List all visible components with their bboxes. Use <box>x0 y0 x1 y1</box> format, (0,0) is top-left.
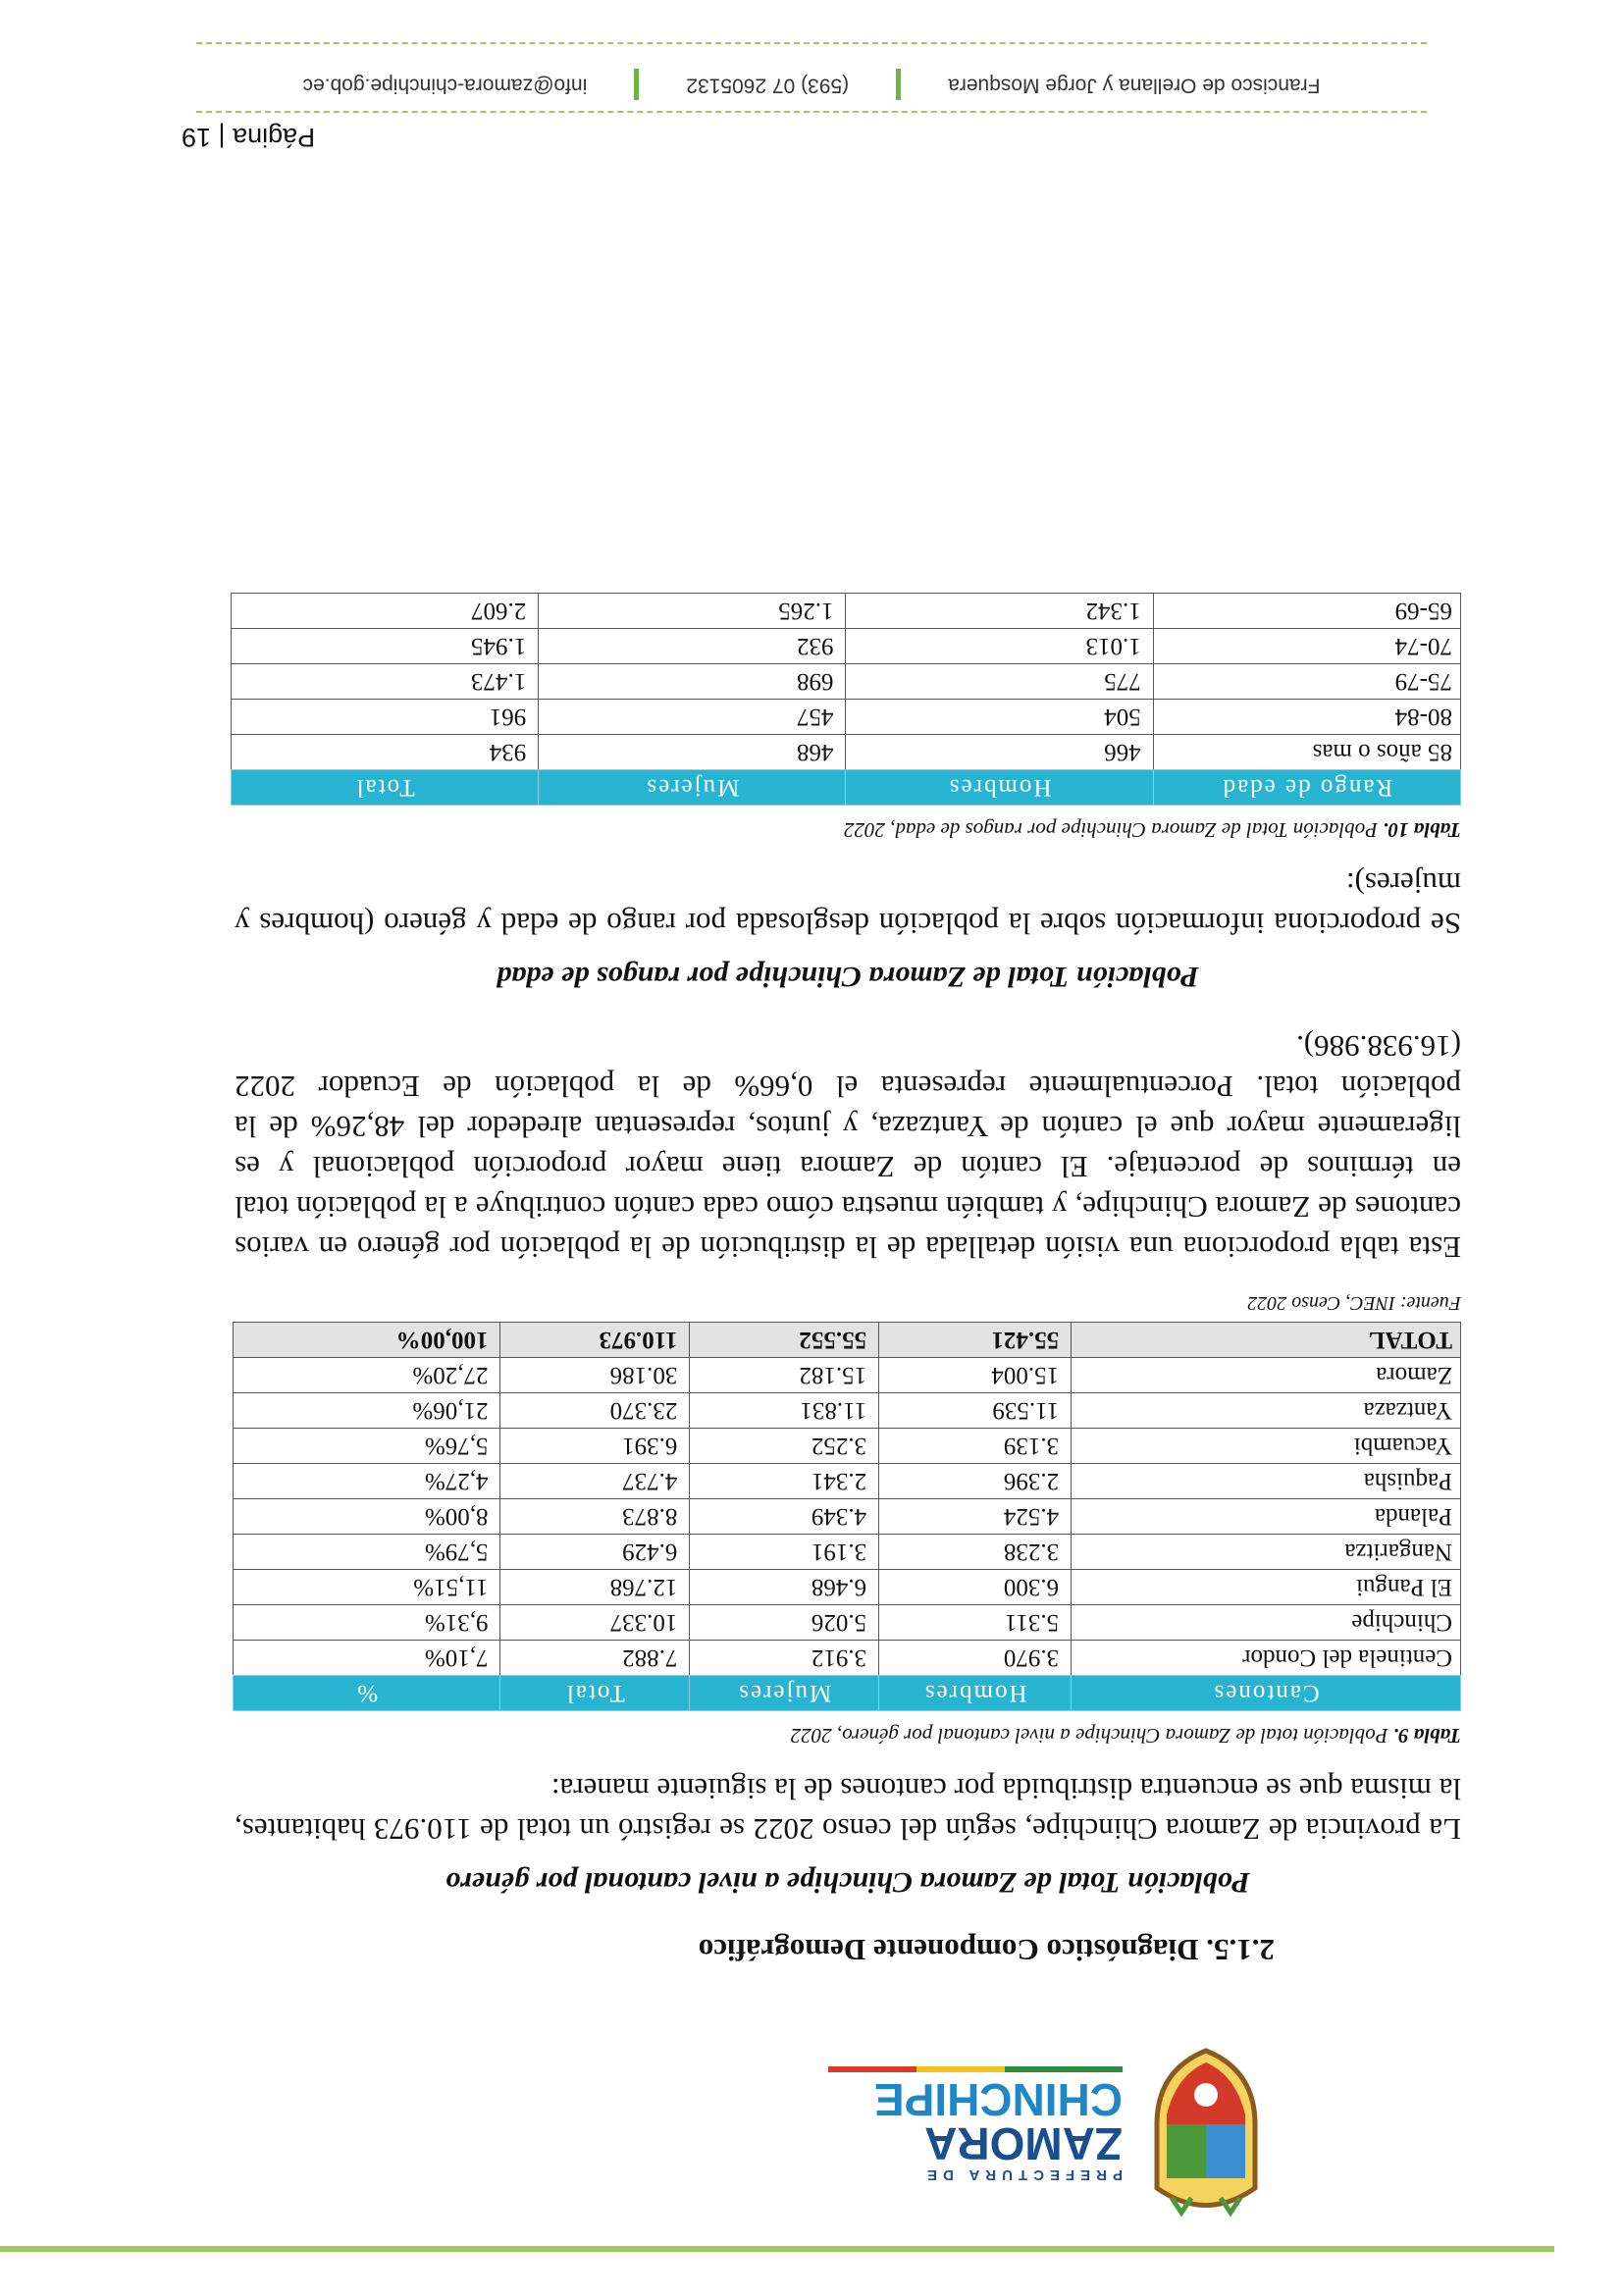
value-cell: 8.873 <box>500 1499 690 1535</box>
value-cell: 5,79% <box>234 1535 500 1570</box>
value-cell: 961 <box>232 700 539 735</box>
crest-logo <box>1137 2046 1275 2218</box>
value-cell: 55.421 <box>879 1323 1072 1358</box>
table-row <box>234 1641 1461 1676</box>
value-cell: 932 <box>539 629 846 664</box>
section-title: 2.1.5. Diagnóstico Componente Demográfico <box>698 1933 1275 1967</box>
table-row <box>232 735 1461 770</box>
table-row <box>234 1535 1461 1570</box>
paragraph-analysis: Esta tabla proporciona una visión detallada de la distribución de la población por género en varios cantones de Zamora Chinchipe, y también muestra cómo cada cantón contribuye a la población total en términos de porcentaje. El cantón de Zamora tiene mayor proporción poblacional y es ligeramente mayor que el cantón de Yantzaza, y juntos, representan alrededor del 48,26% de la población total. Porcentualmente representa el 0,66% de la población de Ecuador 2022 (16.938.986). <box>235 1029 1461 1265</box>
table9-caption <box>235 1723 1461 1748</box>
value-cell: 3.970 <box>879 1641 1072 1676</box>
table-row <box>232 594 1461 629</box>
value-cell: 7.882 <box>500 1641 690 1676</box>
table-row <box>234 1323 1461 1358</box>
value-cell: 21,06% <box>234 1393 500 1429</box>
value-cell: 55.552 <box>690 1323 879 1358</box>
table-row <box>234 1570 1461 1605</box>
value-cell: 3.191 <box>690 1535 879 1570</box>
table10-caption <box>235 817 1461 842</box>
brand-color-bar <box>828 2066 1123 2072</box>
table-population-by-canton <box>233 1322 1461 1711</box>
value-cell: 15.182 <box>690 1358 879 1393</box>
table-row <box>234 1393 1461 1429</box>
value-cell: 1.473 <box>232 664 539 700</box>
value-cell: 1.342 <box>846 594 1153 629</box>
value-cell: 110.973 <box>500 1323 690 1358</box>
table-row <box>234 1605 1461 1641</box>
row-label-cell: Zamora <box>1072 1358 1461 1393</box>
col-header: Rango de edad <box>1153 770 1460 806</box>
main-content <box>235 593 1461 1967</box>
value-cell: 1.265 <box>539 594 846 629</box>
row-label-cell: Yantzaza <box>1072 1393 1461 1429</box>
value-cell: 23.370 <box>500 1393 690 1429</box>
footer-email[interactable]: info@zamora-chinchipe.gob.ec <box>302 74 588 97</box>
footer-separator <box>634 69 639 100</box>
brand-line2: CHINCHIPE <box>873 2074 1123 2125</box>
col-header: Mujeres <box>690 1676 879 1711</box>
value-cell: 6.429 <box>500 1535 690 1570</box>
value-cell: 934 <box>232 735 539 770</box>
table-header-row <box>234 1676 1461 1711</box>
footer-rule-bottom <box>196 42 1427 44</box>
row-label-cell: El Pangui <box>1072 1570 1461 1605</box>
footer-rule-top <box>196 111 1427 113</box>
col-header: Hombres <box>879 1676 1072 1711</box>
row-label-cell: 75-79 <box>1153 664 1460 700</box>
value-cell: 504 <box>846 700 1153 735</box>
footer-phone: (593) 07 2605132 <box>686 74 850 97</box>
row-label-cell: Chinchipe <box>1072 1605 1461 1641</box>
page-number: Página | 19 <box>182 123 316 152</box>
table10-caption-label: Tabla 10. <box>1383 818 1461 842</box>
value-cell: 10.337 <box>500 1605 690 1641</box>
value-cell: 15.004 <box>879 1358 1072 1393</box>
row-label-cell: Palanda <box>1072 1499 1461 1535</box>
value-cell: 5.026 <box>690 1605 879 1641</box>
brand-wordmark <box>828 2066 1123 2183</box>
value-cell: 100,00% <box>234 1323 500 1358</box>
table-population-by-age <box>231 593 1461 806</box>
value-cell: 9,31% <box>234 1605 500 1641</box>
value-cell: 7,10% <box>234 1641 500 1676</box>
footer <box>0 69 1623 100</box>
value-cell: 11,51% <box>234 1570 500 1605</box>
value-cell: 5.311 <box>879 1605 1072 1641</box>
table-row <box>232 664 1461 700</box>
value-cell: 3.139 <box>879 1429 1072 1464</box>
col-header: Total <box>500 1676 690 1711</box>
table-row <box>232 629 1461 664</box>
col-header: Total <box>232 770 539 806</box>
col-header: % <box>234 1676 500 1711</box>
subheading-cantonal: Población Total de Zamora Chinchipe a nivel cantonal por género <box>445 1866 1250 1899</box>
row-label-cell: Centinela del Condor <box>1072 1641 1461 1676</box>
row-label-cell: Yacuambi <box>1072 1429 1461 1464</box>
col-header: Hombres <box>846 770 1153 806</box>
value-cell: 1.013 <box>846 629 1153 664</box>
table-row <box>234 1429 1461 1464</box>
value-cell: 457 <box>539 700 846 735</box>
value-cell: 2.396 <box>879 1464 1072 1499</box>
row-label-cell: 70-74 <box>1153 629 1460 664</box>
subheading-age: Población Total de Zamora Chinchipe por rangos de edad <box>497 961 1199 993</box>
value-cell: 698 <box>539 664 846 700</box>
brand-line1: ZAMORA <box>924 2118 1123 2169</box>
row-label-cell: 65-69 <box>1153 594 1460 629</box>
table9-source: Fuente: INEC, Censo 2022 <box>1247 1292 1461 1314</box>
value-cell: 1.945 <box>232 629 539 664</box>
value-cell: 4.737 <box>500 1464 690 1499</box>
value-cell: 468 <box>539 735 846 770</box>
value-cell: 12.768 <box>500 1570 690 1605</box>
value-cell: 27,20% <box>234 1358 500 1393</box>
row-label-cell: 85 años o mas <box>1153 735 1460 770</box>
value-cell: 3.912 <box>690 1641 879 1676</box>
value-cell: 6.391 <box>500 1429 690 1464</box>
value-cell: 11.539 <box>879 1393 1072 1429</box>
paragraph-age-intro: Se proporciona información sobre la población desglosada por rango de edad y género (hombres y mujeres): <box>235 866 1461 941</box>
table-header-row <box>232 770 1461 806</box>
value-cell: 775 <box>846 664 1153 700</box>
value-cell: 3.238 <box>879 1535 1072 1570</box>
top-rule <box>0 2246 1554 2252</box>
row-label-cell: Nangaritza <box>1072 1535 1461 1570</box>
header <box>0 2041 1623 2237</box>
row-label-cell: 80-84 <box>1153 700 1460 735</box>
table10-caption-text: Población Total de Zamora Chinchipe por rangos de edad, 2022 <box>843 818 1384 842</box>
col-header: Mujeres <box>539 770 846 806</box>
value-cell: 30.186 <box>500 1358 690 1393</box>
brand-prefix: PREFECTURA DE <box>921 2166 1123 2183</box>
value-cell: 6.468 <box>690 1570 879 1605</box>
table-row <box>234 1499 1461 1535</box>
value-cell: 6.300 <box>879 1570 1072 1605</box>
table9-caption-text: Población total de Zamora Chinchipe a nivel cantonal por género, 2022 <box>790 1724 1393 1748</box>
footer-separator <box>896 69 901 100</box>
row-label-cell: TOTAL <box>1072 1323 1461 1358</box>
value-cell: 4.349 <box>690 1499 879 1535</box>
value-cell: 11.831 <box>690 1393 879 1429</box>
value-cell: 8,00% <box>234 1499 500 1535</box>
col-header: Cantones <box>1072 1676 1461 1711</box>
value-cell: 3.252 <box>690 1429 879 1464</box>
footer-address: Francisco de Orellana y Jorge Mosquera <box>948 74 1321 97</box>
table-row <box>232 700 1461 735</box>
value-cell: 466 <box>846 735 1153 770</box>
table9-caption-label: Tabla 9. <box>1392 1724 1461 1748</box>
value-cell: 4,27% <box>234 1464 500 1499</box>
value-cell: 5,76% <box>234 1429 500 1464</box>
value-cell: 4.524 <box>879 1499 1072 1535</box>
row-label-cell: Paquisha <box>1072 1464 1461 1499</box>
table-row <box>234 1358 1461 1393</box>
paragraph-intro: La provincia de Zamora Chinchipe, según del censo 2022 se registró un total de 110.973 habitantes, la misma que se encuentra distribuida por cantones de la siguiente manera: <box>235 1772 1461 1847</box>
value-cell: 2.607 <box>232 594 539 629</box>
table-row <box>234 1464 1461 1499</box>
value-cell: 2.341 <box>690 1464 879 1499</box>
